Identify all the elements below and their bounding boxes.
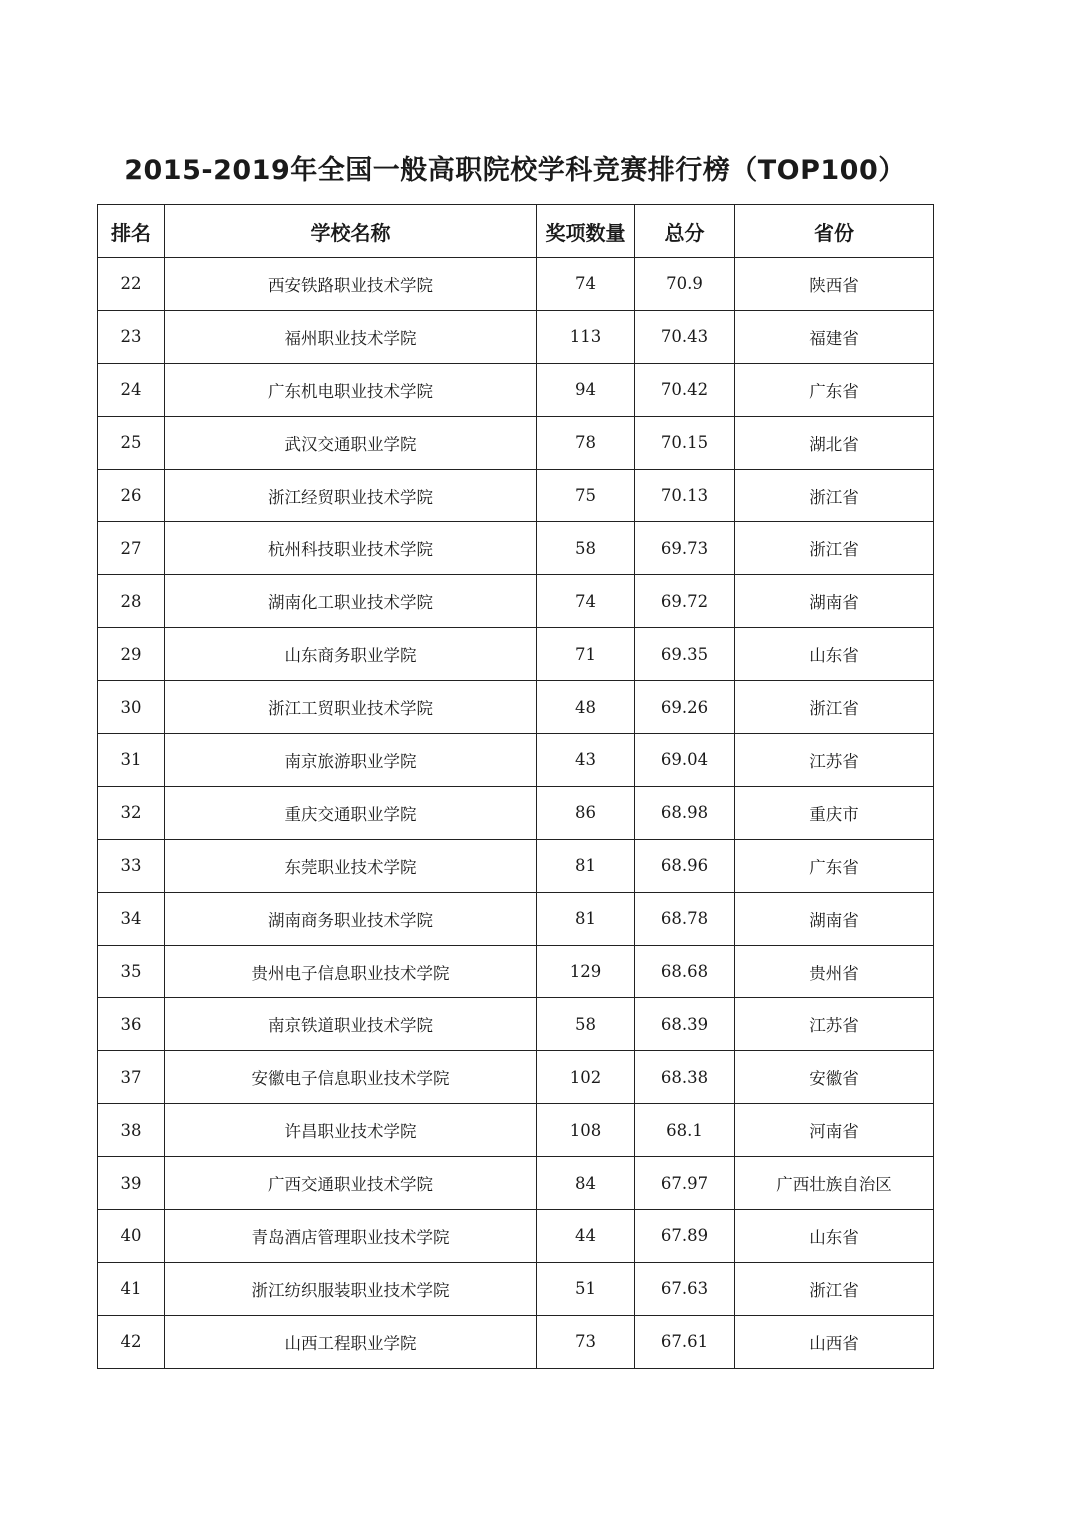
award-count-cell: 71 bbox=[537, 628, 635, 681]
province-cell: 河南省 bbox=[735, 1104, 934, 1157]
award-count-cell: 94 bbox=[537, 363, 635, 416]
total-score-cell: 70.13 bbox=[635, 469, 735, 522]
table-row bbox=[98, 416, 934, 469]
award-count-cell: 108 bbox=[537, 1104, 635, 1157]
rank-cell: 31 bbox=[98, 734, 165, 787]
total-score-cell: 70.9 bbox=[635, 258, 735, 311]
school-name-cell: 南京铁道职业技术学院 bbox=[165, 998, 537, 1051]
rank-cell: 37 bbox=[98, 1051, 165, 1104]
award-count-cell: 86 bbox=[537, 786, 635, 839]
table-row bbox=[98, 1157, 934, 1210]
award-count-cell: 78 bbox=[537, 416, 635, 469]
award-count-cell: 43 bbox=[537, 734, 635, 787]
school-name-cell: 西安铁路职业技术学院 bbox=[165, 258, 537, 311]
rank-cell: 28 bbox=[98, 575, 165, 628]
table-body bbox=[98, 258, 934, 1369]
school-name-cell: 山东商务职业学院 bbox=[165, 628, 537, 681]
rank-cell: 29 bbox=[98, 628, 165, 681]
total-score-cell: 68.68 bbox=[635, 945, 735, 998]
total-score-cell: 69.73 bbox=[635, 522, 735, 575]
rank-cell: 26 bbox=[98, 469, 165, 522]
school-name-cell: 湖南化工职业技术学院 bbox=[165, 575, 537, 628]
province-cell: 山东省 bbox=[735, 1210, 934, 1263]
rank-cell: 24 bbox=[98, 363, 165, 416]
school-name-cell: 东莞职业技术学院 bbox=[165, 839, 537, 892]
rank-cell: 39 bbox=[98, 1157, 165, 1210]
rank-cell: 25 bbox=[98, 416, 165, 469]
table-row bbox=[98, 1315, 934, 1368]
rank-cell: 35 bbox=[98, 945, 165, 998]
school-name-cell: 浙江工贸职业技术学院 bbox=[165, 681, 537, 734]
table-row bbox=[98, 1262, 934, 1315]
school-name-cell: 杭州科技职业技术学院 bbox=[165, 522, 537, 575]
province-cell: 重庆市 bbox=[735, 786, 934, 839]
province-cell: 湖北省 bbox=[735, 416, 934, 469]
school-name-cell: 贵州电子信息职业技术学院 bbox=[165, 945, 537, 998]
total-score-cell: 68.78 bbox=[635, 892, 735, 945]
school-name-cell: 山西工程职业学院 bbox=[165, 1315, 537, 1368]
total-score-cell: 70.43 bbox=[635, 310, 735, 363]
award-count-cell: 51 bbox=[537, 1262, 635, 1315]
table-row bbox=[98, 363, 934, 416]
table-row bbox=[98, 310, 934, 363]
table-row bbox=[98, 1210, 934, 1263]
table-row bbox=[98, 522, 934, 575]
total-score-cell: 68.38 bbox=[635, 1051, 735, 1104]
school-name-cell: 浙江纺织服装职业技术学院 bbox=[165, 1262, 537, 1315]
award-count-cell: 81 bbox=[537, 892, 635, 945]
province-cell: 浙江省 bbox=[735, 1262, 934, 1315]
award-count-cell: 81 bbox=[537, 839, 635, 892]
header-total-score: 总分 bbox=[635, 205, 735, 258]
total-score-cell: 70.42 bbox=[635, 363, 735, 416]
table-row bbox=[98, 469, 934, 522]
school-name-cell: 广东机电职业技术学院 bbox=[165, 363, 537, 416]
school-name-cell: 浙江经贸职业技术学院 bbox=[165, 469, 537, 522]
table-row bbox=[98, 839, 934, 892]
province-cell: 山西省 bbox=[735, 1315, 934, 1368]
table-row bbox=[98, 575, 934, 628]
total-score-cell: 67.61 bbox=[635, 1315, 735, 1368]
rank-cell: 32 bbox=[98, 786, 165, 839]
province-cell: 江苏省 bbox=[735, 998, 934, 1051]
table-header-row bbox=[98, 205, 934, 258]
award-count-cell: 74 bbox=[537, 258, 635, 311]
province-cell: 湖南省 bbox=[735, 892, 934, 945]
header-award-count: 奖项数量 bbox=[537, 205, 635, 258]
table-row bbox=[98, 892, 934, 945]
total-score-cell: 70.15 bbox=[635, 416, 735, 469]
award-count-cell: 58 bbox=[537, 522, 635, 575]
total-score-cell: 67.63 bbox=[635, 1262, 735, 1315]
school-name-cell: 南京旅游职业学院 bbox=[165, 734, 537, 787]
table-row bbox=[98, 628, 934, 681]
award-count-cell: 84 bbox=[537, 1157, 635, 1210]
total-score-cell: 69.26 bbox=[635, 681, 735, 734]
province-cell: 广西壮族自治区 bbox=[735, 1157, 934, 1210]
rank-cell: 30 bbox=[98, 681, 165, 734]
award-count-cell: 48 bbox=[537, 681, 635, 734]
rank-cell: 41 bbox=[98, 1262, 165, 1315]
province-cell: 山东省 bbox=[735, 628, 934, 681]
province-cell: 湖南省 bbox=[735, 575, 934, 628]
total-score-cell: 68.39 bbox=[635, 998, 735, 1051]
table-row bbox=[98, 1051, 934, 1104]
school-name-cell: 重庆交通职业学院 bbox=[165, 786, 537, 839]
province-cell: 安徽省 bbox=[735, 1051, 934, 1104]
total-score-cell: 67.89 bbox=[635, 1210, 735, 1263]
province-cell: 贵州省 bbox=[735, 945, 934, 998]
table-row bbox=[98, 1104, 934, 1157]
province-cell: 广东省 bbox=[735, 363, 934, 416]
school-name-cell: 武汉交通职业学院 bbox=[165, 416, 537, 469]
rank-cell: 23 bbox=[98, 310, 165, 363]
award-count-cell: 113 bbox=[537, 310, 635, 363]
rank-cell: 36 bbox=[98, 998, 165, 1051]
rank-cell: 27 bbox=[98, 522, 165, 575]
province-cell: 浙江省 bbox=[735, 681, 934, 734]
province-cell: 江苏省 bbox=[735, 734, 934, 787]
header-rank: 排名 bbox=[98, 205, 165, 258]
school-name-cell: 湖南商务职业技术学院 bbox=[165, 892, 537, 945]
total-score-cell: 67.97 bbox=[635, 1157, 735, 1210]
table-row bbox=[98, 945, 934, 998]
ranking-table bbox=[97, 204, 934, 1369]
rank-cell: 33 bbox=[98, 839, 165, 892]
total-score-cell: 68.98 bbox=[635, 786, 735, 839]
rank-cell: 34 bbox=[98, 892, 165, 945]
award-count-cell: 75 bbox=[537, 469, 635, 522]
total-score-cell: 69.04 bbox=[635, 734, 735, 787]
province-cell: 浙江省 bbox=[735, 522, 934, 575]
school-name-cell: 广西交通职业技术学院 bbox=[165, 1157, 537, 1210]
table-row bbox=[98, 998, 934, 1051]
award-count-cell: 73 bbox=[537, 1315, 635, 1368]
province-cell: 陕西省 bbox=[735, 258, 934, 311]
school-name-cell: 许昌职业技术学院 bbox=[165, 1104, 537, 1157]
school-name-cell: 安徽电子信息职业技术学院 bbox=[165, 1051, 537, 1104]
award-count-cell: 58 bbox=[537, 998, 635, 1051]
school-name-cell: 青岛酒店管理职业技术学院 bbox=[165, 1210, 537, 1263]
header-school-name: 学校名称 bbox=[165, 205, 537, 258]
award-count-cell: 102 bbox=[537, 1051, 635, 1104]
total-score-cell: 69.72 bbox=[635, 575, 735, 628]
rank-cell: 22 bbox=[98, 258, 165, 311]
rank-cell: 40 bbox=[98, 1210, 165, 1263]
province-cell: 广东省 bbox=[735, 839, 934, 892]
total-score-cell: 68.1 bbox=[635, 1104, 735, 1157]
table-row bbox=[98, 258, 934, 311]
province-cell: 福建省 bbox=[735, 310, 934, 363]
rank-cell: 42 bbox=[98, 1315, 165, 1368]
header-province: 省份 bbox=[735, 205, 934, 258]
award-count-cell: 74 bbox=[537, 575, 635, 628]
award-count-cell: 44 bbox=[537, 1210, 635, 1263]
school-name-cell: 福州职业技术学院 bbox=[165, 310, 537, 363]
province-cell: 浙江省 bbox=[735, 469, 934, 522]
table-row bbox=[98, 786, 934, 839]
table-row bbox=[98, 734, 934, 787]
total-score-cell: 69.35 bbox=[635, 628, 735, 681]
rank-cell: 38 bbox=[98, 1104, 165, 1157]
award-count-cell: 129 bbox=[537, 945, 635, 998]
total-score-cell: 68.96 bbox=[635, 839, 735, 892]
page-title: 2015-2019年全国一般高职院校学科竞赛排行榜（TOP100） bbox=[124, 155, 906, 186]
table-row bbox=[98, 681, 934, 734]
